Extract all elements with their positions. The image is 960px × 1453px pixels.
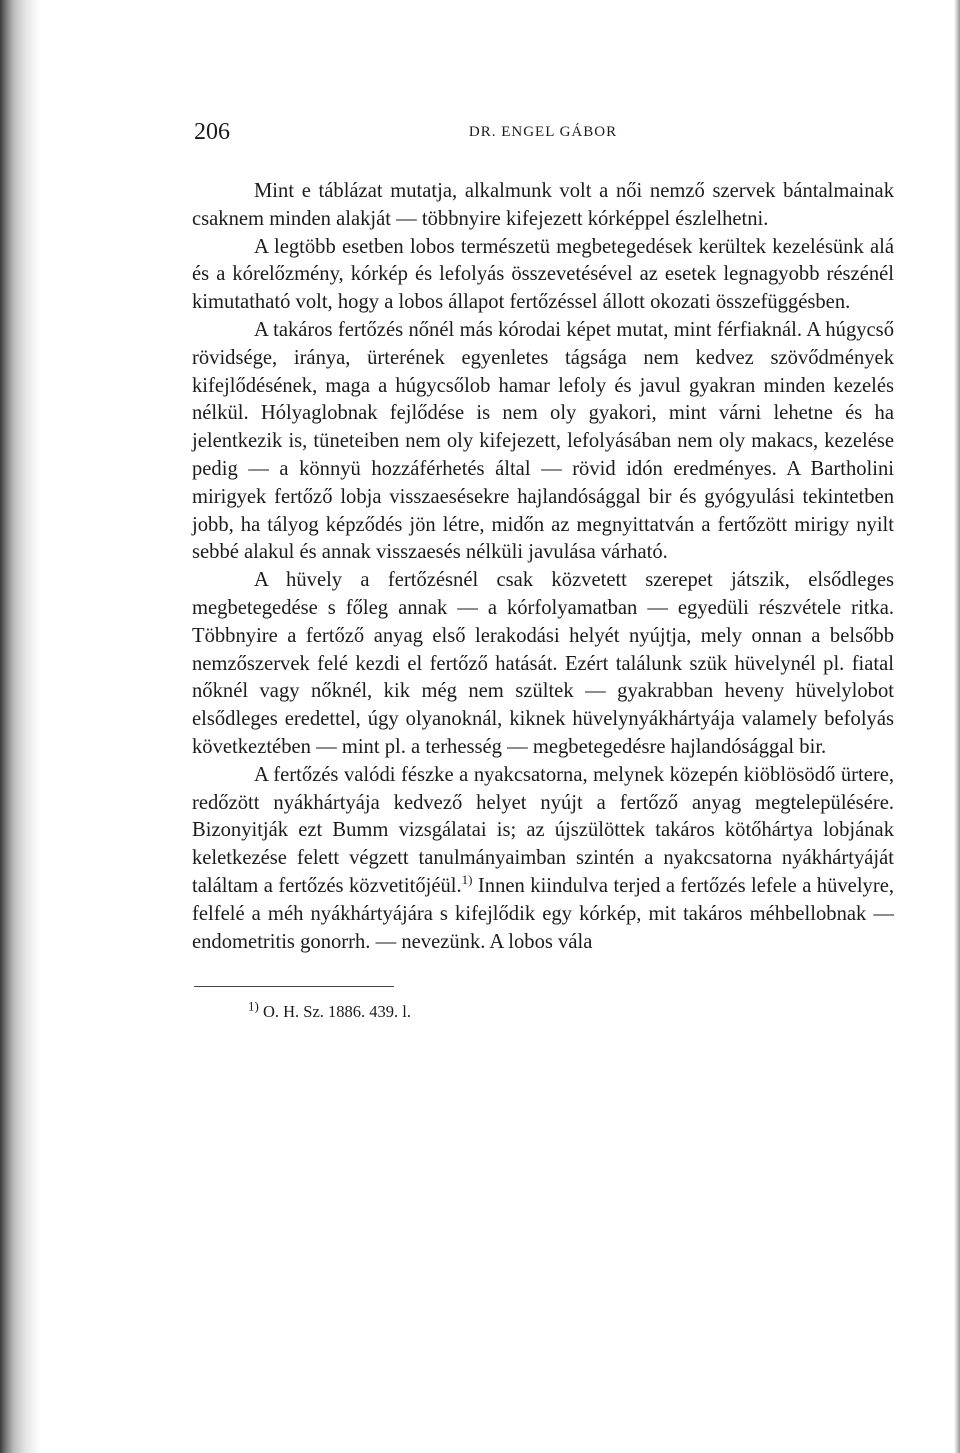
paragraph-4: A hüvely a fertőzésnél csak közvetett szerepet játszik, elsődleges megbetegedése s főleg annak — a kórfolyamatban — egyedüli részvétele ritka. Többnyire a fertőző anyag első lerakodási helyét nyújtja, mely onnan a belsőbb nemzőszervek felé kezdi el fertőző hatását. Ezért találunk szük hüvelynél pl. fiatal nőknél vagy nőknél, kik még nem szültek — gyakrabban heveny hüvelylobot elsődleges eredettel, úgy olyanoknál, kiknek hüvelynyákhártyája valamely befolyás következtében — mint pl. a terhesség — megbetegedésre hajlandósággal bir. <box>192 569 894 758</box>
book-page <box>192 118 894 1023</box>
footnote-mark: 1) <box>248 998 259 1014</box>
footnote <box>248 998 894 1023</box>
footnote-text: O. H. Sz. 1886. 439. l. <box>258 1002 412 1022</box>
footnote-reference: 1) <box>461 872 473 888</box>
footnote-divider <box>194 986 394 987</box>
paragraph-5-continuation: Innen kiindulva terjed a fertőzés lefele a hüvelyre, felfelé a méh nyákhártyájára s kifejlődik egy kórkép, mit takáros méhbellobnak — endometritis gonorrh. — nevezünk. A lobos vála <box>192 874 894 953</box>
scan-binding-shadow <box>0 0 40 1453</box>
scan-right-edge <box>954 0 960 1453</box>
paragraph-3: A takáros fertőzés nőnél más kórodai képet mutat, mint férfiaknál. A húgycső rövidsége, iránya, ürterének egyenletes tágsága nem kedvez szövődmények kifejlődésének, maga a húgycsőlob hamar lefoly és javul gyakran minden kezelés nélkül. Hólyaglobnak fejlődése is nem oly gyakori, mint várni lehetne és ha jelentkezik is, tüneteiben nem oly kifejezett, lefolyásában nem oly makacs, kezelése pedig — a könnyü hozzáférhetés által — rövid idón eredményes. A Bartholini mirigyek fertőző lobja visszaesésekre hajlandósággal bir és gyógyulási tekintetben jobb, ha tályog képződés jön létre, midőn az megnyittatván a fertőzött mirigy nyilt sebbé alakul és annak visszaesés nélküli javulása várható. <box>192 318 894 564</box>
paragraph-1: Mint e táblázat mutatja, alkalmunk volt a női nemző szervek bántalmainak csaknem minden alakját — többnyire kifejezett kórképpel észlelhetni. <box>192 180 894 230</box>
paragraph-5-text: A fertőzés valódi fészke a nyakcsatorna, melynek közepén kiöblösödő ürtere, redőzött nyákhártyája kedvező helyet nyújt a fertőző anyag megtelepülésére. Bizonyitják ezt Bumm vizsgálatai is; az újszülöttek takáros kötőhártya lobjának keletkezése felett végzett tanulmányaimban szintén a nyakcsatorna nyákhártyáját találtam a fertőzés közvetitőjéül. <box>192 763 894 897</box>
paragraph-5 <box>192 762 894 957</box>
body-text <box>192 178 894 956</box>
running-head-author: DR. ENGEL GÁBOR <box>468 124 618 140</box>
page-number: 206 <box>194 119 230 145</box>
paragraph-2: A legtöbb esetben lobos természetü megbetegedések kerültek kezelésünk alá és a kórelőzmény, kórkép és lefolyás összevetésével az esetek legnagyobb részénél kimutatható volt, hogy a lobos állapot fertőzéssel állott okozati összefüggésben. <box>192 235 894 314</box>
running-head <box>192 118 894 152</box>
